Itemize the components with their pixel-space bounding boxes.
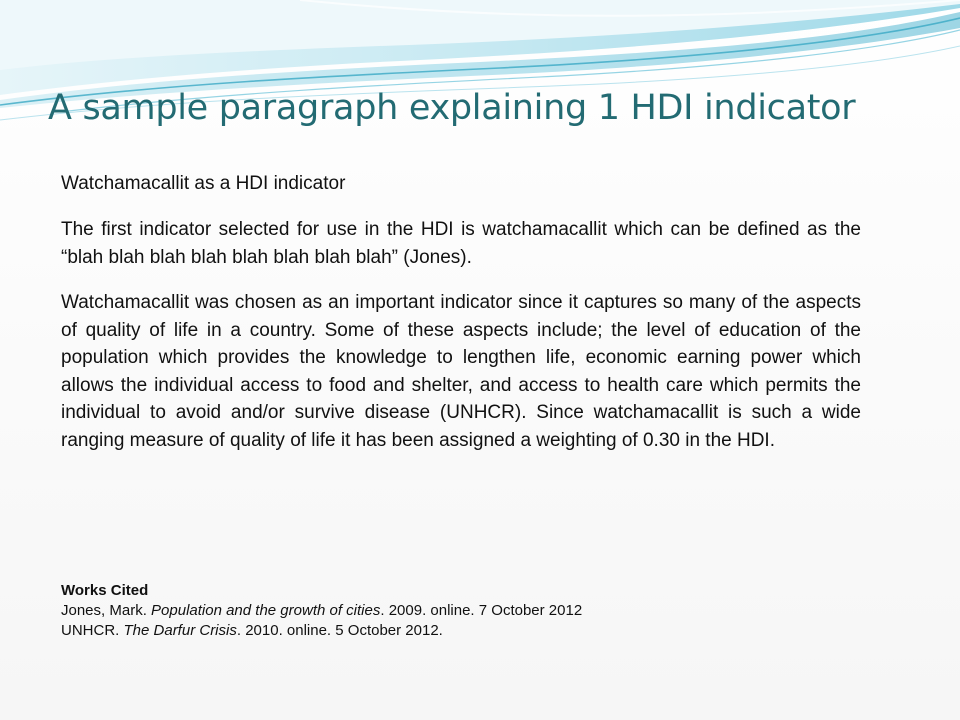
citation-author: UNHCR. <box>61 622 124 639</box>
indicator-subheading: Watchamacallit as a HDI indicator <box>61 173 346 194</box>
citation-details: . 2009. online. 7 October 2012 <box>380 602 583 619</box>
paragraph-rationale: Watchamacallit was chosen as an important indicator since it captures so many of the aspects of quality of life in a country. Some of these aspects include; the level of education of the population which provides the knowledge to lengthen life, economic earning power which allows the individual access to food and shelter, and access to health care which permits the individual to avoid and/or survive disease (UNHCR). Since watchamacallit is such a wide ranging measure of quality of life it has been assigned a weighting of 0.30 in the HDI. <box>61 292 861 451</box>
slide-title: A sample paragraph explaining 1 HDI indicator <box>48 88 856 128</box>
works-cited <box>61 581 861 641</box>
citation-entry <box>61 621 861 641</box>
body-content <box>61 172 861 472</box>
paragraph-definition: The first indicator selected for use in the HDI is watchamacallit which can be defined as the “blah blah blah blah blah blah blah blah” (Jones). <box>61 219 861 268</box>
citation-title: The Darfur Crisis <box>123 622 237 639</box>
works-cited-heading: Works Cited <box>61 582 149 599</box>
citation-details: . 2010. online. 5 October 2012. <box>236 622 443 639</box>
citation-entry <box>61 601 861 621</box>
citation-title: Population and the growth of cities <box>151 602 381 619</box>
citation-author: Jones, Mark. <box>61 602 152 619</box>
